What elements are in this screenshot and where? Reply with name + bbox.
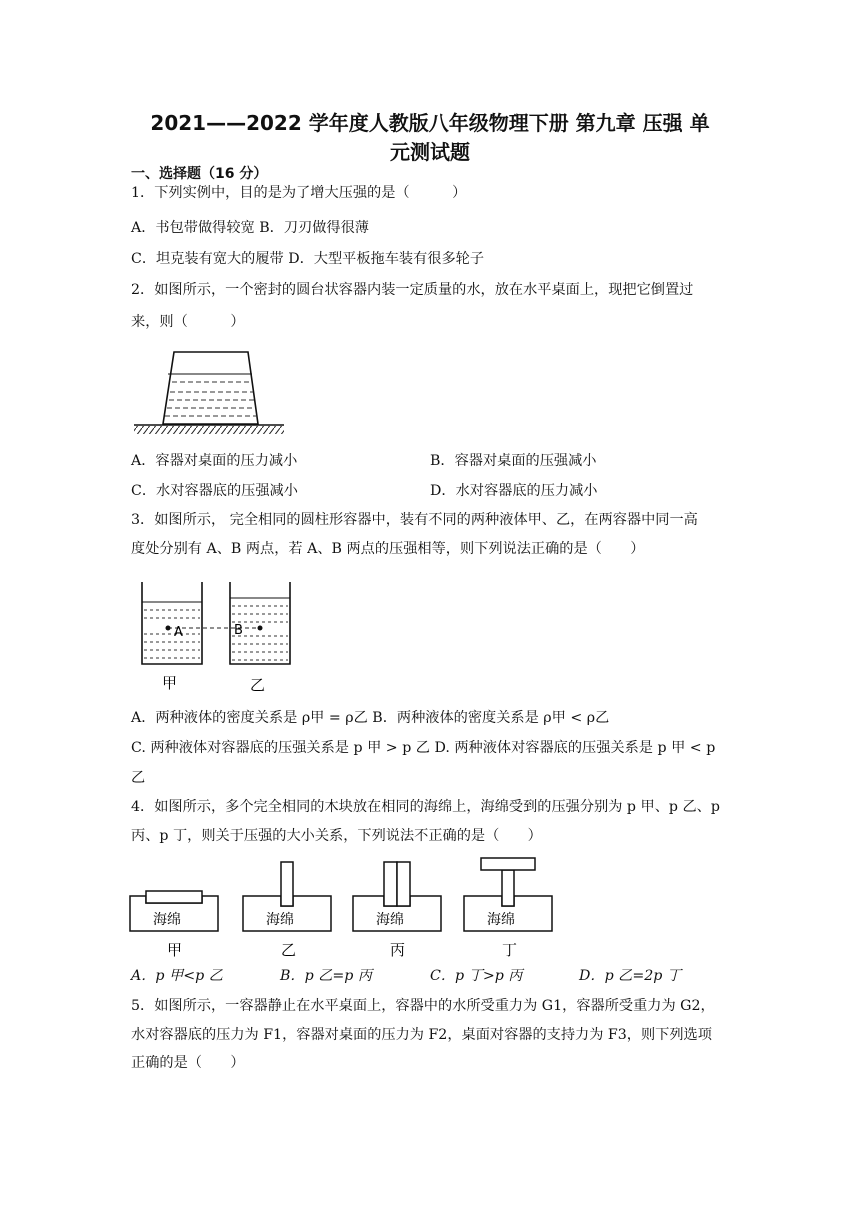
- q4-label-yi: 乙: [281, 941, 297, 959]
- q4-option-b: B．p 乙=p 丙: [280, 968, 373, 984]
- q3-two-cylinders-figure: [134, 578, 304, 696]
- q3-point-b-label: B: [234, 623, 243, 638]
- title-line-2: 元测试题: [390, 140, 470, 164]
- q5-line1: 5．如图所示，一容器静止在水平桌面上，容器中的水所受重力为 G1，容器所受重力为 G2，: [131, 998, 715, 1014]
- q2-option-c: C．水对容器底的压强减小: [131, 483, 298, 499]
- sponge-label: 海绵: [376, 912, 404, 928]
- q2-option-b: B．容器对桌面的压强减小: [430, 453, 597, 469]
- q4-figure-ding: [464, 858, 552, 959]
- q3-options-cd: C. 两种液体对容器底的压强关系是 p 甲 > p 乙 D. 两种液体对容器底的压强关系是 p 甲 < p: [131, 740, 716, 756]
- q4-option-a: A．p 甲<p 乙: [131, 968, 223, 984]
- q4-option-c: C．p 丁>p 丙: [430, 968, 523, 984]
- q2-frustum-container-figure: [130, 348, 290, 438]
- q4-figure-yi: [243, 862, 331, 959]
- q4-figure-jia: [130, 891, 218, 959]
- section-heading: 一、选择题（16 分）: [131, 166, 268, 182]
- q4-stem-line2: 丙、p 丁，则关于压强的大小关系，下列说法不正确的是（ ）: [131, 828, 542, 844]
- q4-label-bing: 丙: [390, 941, 406, 959]
- q4-label-ding: 丁: [502, 941, 518, 959]
- q3-stem-line2: 度处分别有 A、B 两点，若 A、B 两点的压强相等，则下列说法正确的是（ ）: [131, 541, 645, 557]
- q1-options-cd: C．坦克装有宽大的履带 D．大型平板拖车装有很多轮子: [131, 251, 485, 267]
- q2-option-a: A．容器对桌面的压力减小: [131, 453, 298, 469]
- sponge-label: 海绵: [153, 912, 181, 928]
- q4-figure-bing: [353, 862, 441, 959]
- q2-stem-line1: 2．如图所示，一个密封的圆台状容器内装一定质量的水，放在水平桌面上，现把它倒置过: [131, 282, 694, 298]
- q1-stem: 1．下列实例中，目的是为了增大压强的是（ ）: [131, 185, 467, 201]
- q3-label-jia: 甲: [162, 674, 178, 692]
- q4-stem-line1: 4．如图所示，多个完全相同的木块放在相同的海绵上，海绵受到的压强分别为 p 甲、p 乙、p: [131, 799, 720, 815]
- sponge-label: 海绵: [487, 912, 515, 928]
- q4-label-jia: 甲: [167, 941, 183, 959]
- q1-options-ab: A．书包带做得较宽 B．刀刃做得很薄: [131, 220, 369, 236]
- sponge-label: 海绵: [266, 912, 294, 928]
- q4-sponge-figures: [126, 854, 562, 964]
- q3-options-ab: A．两种液体的密度关系是 ρ甲 = ρ乙 B．两种液体的密度关系是 ρ甲 < ρ乙: [131, 710, 610, 726]
- q2-stem-line2: 来，则（ ）: [131, 314, 245, 330]
- q3-stem-line1: 3．如图所示， 完全相同的圆柱形容器中，装有不同的两种液体甲、乙，在两容器中同一高: [131, 512, 698, 528]
- q2-option-d: D．水对容器底的压力减小: [430, 483, 598, 499]
- title-line-1: 2021——2022 学年度人教版八年级物理下册 第九章 压强 单: [150, 111, 710, 135]
- q3-label-yi: 乙: [250, 676, 266, 694]
- q5-line3: 正确的是（ ）: [131, 1055, 245, 1071]
- q4-option-d: D．p 乙=2p 丁: [579, 968, 682, 984]
- q5-line2: 水对容器底的压力为 F1，容器对桌面的压力为 F2，桌面对容器的支持力为 F3，则下列选项: [131, 1027, 712, 1043]
- q3-option-d-wrap: 乙: [131, 770, 146, 786]
- q3-point-a-label: A: [174, 625, 183, 640]
